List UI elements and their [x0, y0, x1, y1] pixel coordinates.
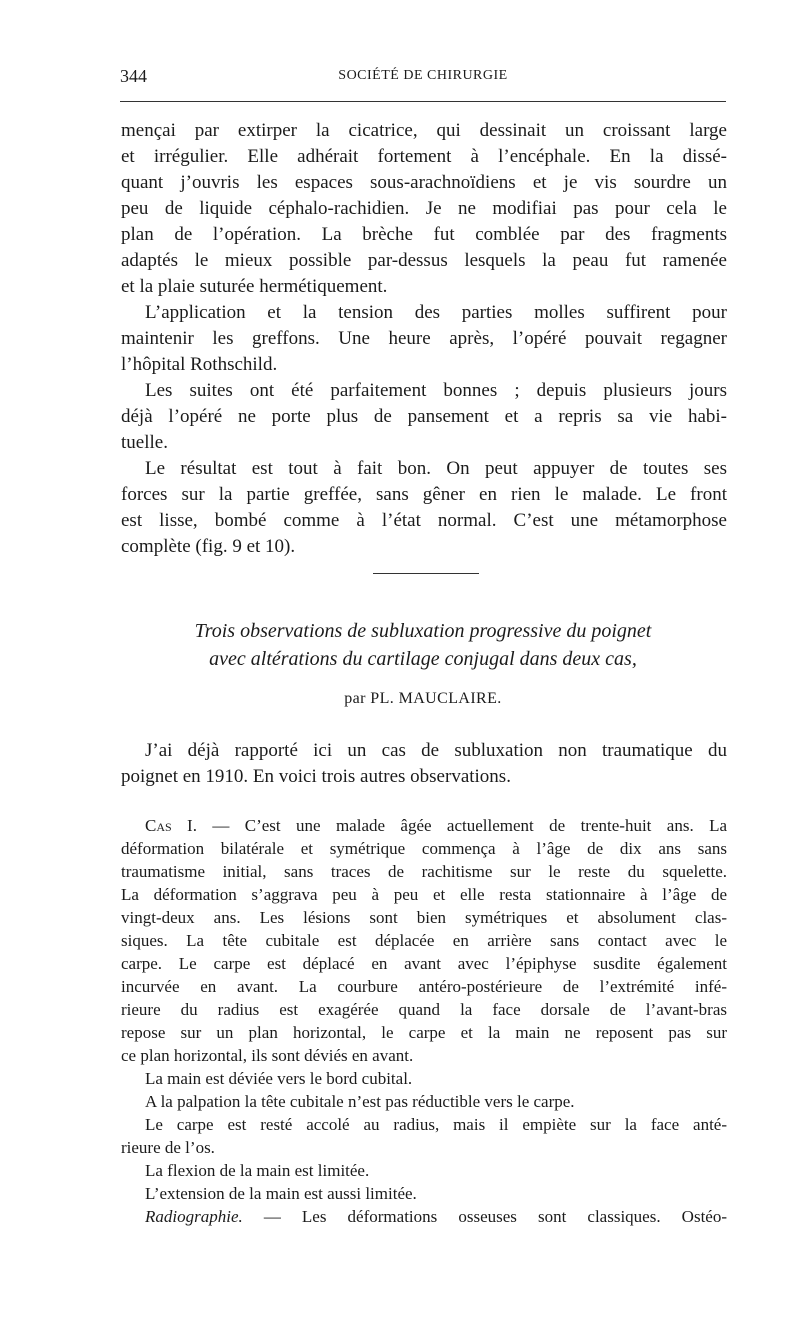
- body-line: poignet en 1910. En voici trois autres observations.: [121, 766, 511, 787]
- case-line: [145, 1205, 727, 1228]
- body-line: J’ai déjà rapporté ici un cas de subluxation non traumatique du: [145, 740, 727, 761]
- body-line: et la plaie suturée hermétiquement.: [121, 276, 388, 297]
- body-line: forces sur la partie greffée, sans gêner en rien le malade. Le front: [121, 484, 727, 505]
- body-line: mençai par extirper la cicatrice, qui dessinait un croissant large: [121, 120, 727, 141]
- body-line: l’hôpital Rothschild.: [121, 354, 278, 375]
- case-line: siques. La tête cubitale est déplacée en arrière sans contact avec le: [121, 931, 727, 950]
- case-line: La main est déviée vers le bord cubital.: [145, 1069, 413, 1088]
- case-line: rieure de l’os.: [121, 1138, 215, 1157]
- header-rule: [120, 101, 726, 102]
- article-title-line: Trois observations de subluxation progressive du poignet: [194, 620, 652, 642]
- body-line: L’application et la tension des parties molles suffirent pour: [145, 302, 727, 323]
- case-line: traumatisme initial, sans traces de rachitisme sur le reste du squelette.: [121, 862, 727, 881]
- body-line: quant j’ouvris les espaces sous-arachnoïdiens et je vis sourdre un: [121, 172, 727, 193]
- body-line: et irrégulier. Elle adhérait fortement à l’encéphale. En la dissé-: [121, 146, 727, 167]
- case-line: La déformation s’aggrava peu à peu et elle resta stationnaire à l’âge de: [121, 885, 727, 904]
- case-line: ce plan horizontal, ils sont déviés en avant.: [121, 1046, 414, 1065]
- body-line: maintenir les greffons. Une heure après, l’opéré pouvait regagner: [121, 328, 727, 349]
- case-line: repose sur un plan horizontal, le carpe et la main ne reposent pas sur: [121, 1023, 727, 1042]
- article-title-line: avec altérations du cartilage conjugal dans deux cas,: [209, 648, 637, 670]
- case-line: rieure du radius est exagérée quand la face dorsale de l’avant-bras: [121, 1000, 727, 1019]
- body-line: déjà l’opéré ne porte plus de pansement et a repris sa vie habi-: [121, 406, 727, 427]
- body-line: complète (fig. 9 et 10).: [121, 536, 296, 557]
- radiographie-rest: — Les déformations osseuses sont classiques. Ostéo-: [242, 1207, 727, 1226]
- page-header: [120, 66, 726, 90]
- case-line: Le carpe est resté accolé au radius, mais il empiète sur la face anté-: [145, 1115, 727, 1134]
- page-number: 344: [120, 66, 147, 86]
- body-line: Le résultat est tout à fait bon. On peut appuyer de toutes ses: [145, 458, 727, 479]
- case-line: déformation bilatérale et symétrique commença à l’âge de dix ans sans: [121, 839, 727, 858]
- body-line: est lisse, bombé comme à l’état normal. C’est une métamorphose: [121, 510, 727, 531]
- running-head: SOCIÉTÉ DE CHIRURGIE: [338, 68, 508, 83]
- article-author: par PL. MAUCLAIRE.: [344, 690, 502, 707]
- radiographie-label: Radiographie.: [145, 1207, 243, 1226]
- case-line: incurvée en avant. La courbure antéro-postérieure de l’extrémité infé-: [121, 977, 727, 996]
- body-line: peu de liquide céphalo-rachidien. Je ne modifiai pas pour cela le: [121, 198, 727, 219]
- case-line: [145, 814, 727, 837]
- section-separator: [373, 573, 479, 574]
- case-line: carpe. Le carpe est déplacé en avant avec l’épiphyse susdite également: [121, 954, 727, 973]
- body-line: adaptés le mieux possible par-dessus lesquels la peau fut ramenée: [121, 250, 727, 271]
- case-line: L’extension de la main est aussi limitée.: [145, 1184, 417, 1203]
- body-line: tuelle.: [121, 432, 168, 453]
- case-line: A la palpation la tête cubitale n’est pas réductible vers le carpe.: [145, 1092, 575, 1111]
- case-label: Cas I.: [145, 816, 197, 835]
- case-line: La flexion de la main est limitée.: [145, 1161, 370, 1180]
- case-line: vingt-deux ans. Les lésions sont bien symétriques et absolument clas-: [121, 908, 727, 927]
- case-first-line-rest: — C’est une malade âgée actuellement de trente-huit ans. La: [196, 816, 728, 835]
- body-line: plan de l’opération. La brèche fut comblée par des fragments: [121, 224, 727, 245]
- body-line: Les suites ont été parfaitement bonnes ; depuis plusieurs jours: [145, 380, 727, 401]
